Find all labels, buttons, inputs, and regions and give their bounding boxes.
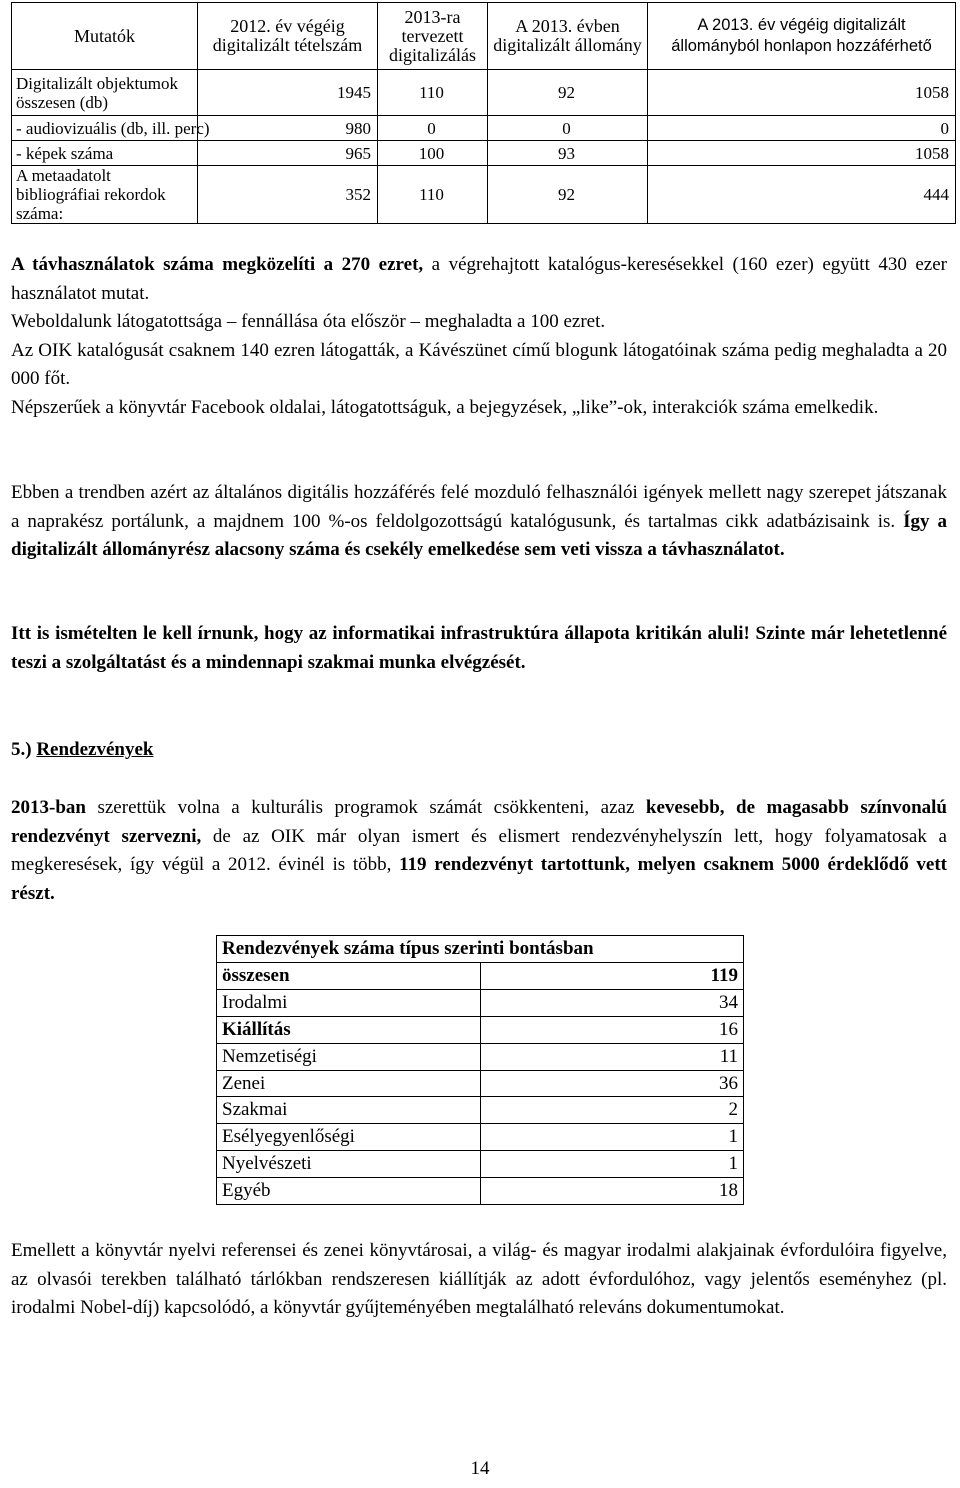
table-row [217, 989, 744, 1016]
event-type-count: 1 [480, 1124, 744, 1151]
cell-value: 1945 [198, 70, 378, 116]
table-row [12, 70, 956, 116]
cell-value: 92 [488, 70, 648, 116]
event-type-label: Kiállítás [217, 1016, 481, 1043]
paragraph-infrastructure [11, 620, 947, 677]
event-type-label: Zenei [217, 1070, 481, 1097]
cell-value: 1058 [648, 141, 956, 166]
event-type-label: Szakmai [217, 1097, 481, 1124]
events-bold-2: kevesebb, de magasabb színvonalú rendezvényt szervezni, [11, 797, 947, 847]
events-table-title-row [217, 936, 744, 963]
event-type-count: 18 [480, 1178, 744, 1205]
events-table [216, 935, 744, 1205]
header-col1: 2012. év végéig digitalizált tételszám [198, 3, 378, 70]
digitization-table [11, 2, 956, 224]
table-row [12, 141, 956, 166]
exhibitions-text: Emellett a könyvtár nyelvi referensei és zenei könyvtárosai, a világ- és magyar irodalmi alakjainak évfordulóira figyelve, az olvasói terekben található tárlókban rendszeresen kiállítják az adott évfordulóhoz, vagy jelentős eseményhez (pl. irodalmi Nobel-díj) kapcsolódó, a könyvtár gyűjteményében megtalálható releváns dokumentumokat. [11, 1240, 947, 1319]
section-title: Rendezvények [36, 739, 154, 760]
table-row [217, 1097, 744, 1124]
event-type-count: 34 [480, 989, 744, 1016]
paragraph-facebook: Népszerűek a könyvtár Facebook oldalai, látogatottságuk, a bejegyzések, „like”-ok, interakciók száma emelkedik. [11, 396, 879, 418]
remote-use-text: a végrehajtott katalógus-keresésekkel (160 ezer) együtt 430 ezer használatot mutat. [11, 254, 947, 304]
event-type-label: Egyéb [217, 1178, 481, 1205]
table-row [217, 1016, 744, 1043]
table-row [12, 116, 956, 141]
cell-value: 0 [648, 116, 956, 141]
table-row [217, 1043, 744, 1070]
row-label: - audiovizuális (db, ill. perc) [12, 116, 198, 141]
cell-value: 110 [378, 166, 488, 224]
paragraph-remote-use [11, 251, 947, 308]
infrastructure-bold-2: Szinte már lehetetlenné teszi a szolgáltatást és a mindennapi szakmai munka elvégzését. [11, 623, 948, 673]
cell-value: 110 [378, 70, 488, 116]
cell-value: 965 [198, 141, 378, 166]
events-text-1: szerettük volna a kulturális programok számát csökkenteni, azaz [85, 797, 646, 818]
events-table-title: Rendezvények száma típus szerinti bontásban [217, 936, 744, 963]
event-type-count: 119 [480, 962, 744, 989]
infrastructure-bold-1: Itt is ismételten le kell írnunk, hogy az informatikai infrastruktúra állapota kritikán aluli! [11, 623, 750, 644]
usage-paragraphs [11, 251, 947, 423]
paragraph-catalog: Az OIK katalógusát csaknem 140 ezren látogatták, a Kávészünet című blogunk látogatóinak száma pedig meghaladta a 20 000 főt. [11, 339, 947, 390]
table-row [217, 1124, 744, 1151]
event-type-count: 16 [480, 1016, 744, 1043]
cell-value: 0 [488, 116, 648, 141]
row-label: Digitalizált objektumok összesen (db) [12, 70, 198, 116]
paragraph-trend [11, 479, 947, 565]
cell-value: 92 [488, 166, 648, 224]
paragraph-website: Weboldalunk látogatottsága – fennállása óta először – meghaladta a 100 ezret. [11, 311, 606, 333]
event-type-count: 11 [480, 1043, 744, 1070]
table-row [12, 166, 956, 224]
events-year: 2013-ban [11, 797, 86, 818]
table-row [217, 962, 744, 989]
event-type-count: 2 [480, 1097, 744, 1124]
cell-value: 1058 [648, 70, 956, 116]
event-type-label: Esélyegyenlőségi [217, 1124, 481, 1151]
remote-use-bold: A távhasználatok száma megközelíti a 270 ezret, [11, 254, 424, 275]
header-col3: A 2013. évben digitalizált állomány [488, 3, 648, 70]
paragraph-exhibitions [11, 1237, 947, 1323]
cell-value: 352 [198, 166, 378, 224]
event-type-label: Irodalmi [217, 989, 481, 1016]
header-col4: A 2013. év végéig digitalizált állományból honlapon hozzáférhető [648, 3, 956, 70]
event-type-label: Nyelvészeti [217, 1151, 481, 1178]
row-label: A metaadatolt bibliográfiai rekordok száma: [12, 166, 198, 224]
trend-text: Ebben a trendben azért az általános digitális hozzáférés felé mozduló felhasználói igények mellett nagy szerepet játszanak a naprakész portálunk, a majdnem 100 %-os feldolgozottságú katalógusunk, és tartalmas cikk adatbázisaink is. [11, 482, 947, 532]
paragraph-events [11, 794, 947, 908]
event-type-label: Nemzetiségi [217, 1043, 481, 1070]
cell-value: 100 [378, 141, 488, 166]
cell-value: 980 [198, 116, 378, 141]
cell-value: 93 [488, 141, 648, 166]
cell-value: 0 [378, 116, 488, 141]
page-number: 14 [470, 1458, 490, 1479]
table-row [217, 1070, 744, 1097]
event-type-label: összesen [217, 962, 481, 989]
cell-value: 444 [648, 166, 956, 224]
event-type-count: 36 [480, 1070, 744, 1097]
section-heading [11, 736, 947, 765]
row-label: - képek száma [12, 141, 198, 166]
event-type-count: 1 [480, 1151, 744, 1178]
header-col2: 2013-ra tervezett digitalizálás [378, 3, 488, 70]
table-header-row [12, 3, 956, 70]
table-row [217, 1178, 744, 1205]
header-indicators: Mutatók [12, 3, 198, 70]
trend-bold: Így a digitalizált állományrész alacsony száma és csekély emelkedése sem veti vissza a távhasználatot. [11, 510, 947, 561]
table-row [217, 1151, 744, 1178]
events-bold-3: 119 rendezvényt tartottunk, melyen csaknem 5000 érdeklődő vett részt. [11, 854, 948, 904]
events-text-2: de az OIK már olyan ismert és elismert rendezvényhelyszín lett, hogy folyamatosak a megkeresések, így végül a 2012. évinél is több, [11, 825, 947, 876]
section-number: 5.) [11, 739, 32, 760]
